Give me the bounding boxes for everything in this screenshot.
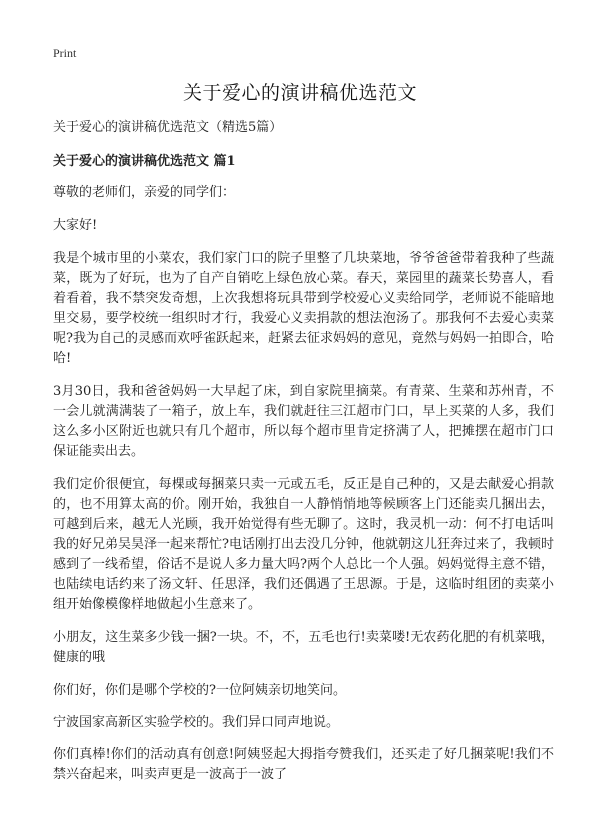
paragraph-3: 我们定价很便宜，每棵或每捆菜只卖一元或五毛，反正是自己种的，又是去献爱心捐款的，也不用算太高的价。刚开始，我独自一人静悄悄地等候顾客上门还能卖几捆出去，可越到后来，越无人光顾，我开始觉得有些无聊了。这时，我灵机一动：何不打电话叫我的好兄弟吴昊泽一起来帮忙?电话刚打出去没几分钟，他就朝这儿狂奔过来了，我顿时感到了一线希望，俗话不是说人多力量大吗?两个人总比一个人强。妈妈觉得主意不错，也陆续电话约来了汤文轩、任思泽，我们还偶遇了王思源。于是，这临时组团的卖菜小组开始像模像样地做起小生意来了。 <box>53 477 554 612</box>
article-body <box>53 118 554 798</box>
print-link[interactable]: Print <box>53 46 77 60</box>
paragraph-hello: 大家好! <box>53 218 98 233</box>
paragraph-2: 3月30日，我和爸爸妈妈一大早起了床，到自家院里摘菜。有青菜、生菜和苏州青，不一会儿就满满装了一箱子，放上车，我们就赶往三江超市门口，早上买菜的人多，我们这么多小区附近也就只有几个超市，所以每个超市里肯定挤满了人，把摊摆在超市门口保证能卖出去。 <box>53 384 554 459</box>
paragraph-7: 你们真棒!你们的活动真有创意!阿姨竖起大拇指夸赞我们，还买走了好几捆菜呢!我们不禁兴奋起来，叫卖声更是一波高于一波了 <box>53 747 554 782</box>
paragraph-5: 你们好，你们是哪个学校的?一位阿姨亲切地笑问。 <box>53 683 346 698</box>
section-heading: 关于爱心的演讲稿优选范文 篇1 <box>53 154 236 169</box>
article-subtitle: 关于爱心的演讲稿优选范文（精选5篇） <box>53 120 283 135</box>
paragraph-4: 小朋友，这生菜多少钱一捆?一块。不，不，五毛也行!卖菜喽!无农药化肥的有机菜哦，健康的哦 <box>53 630 554 665</box>
paragraph-6: 宁波国家高新区实验学校的。我们异口同声地说。 <box>53 715 340 730</box>
paragraph-greeting: 尊敬的老师们，亲爱的同学们： <box>53 185 236 200</box>
page-title: 关于爱心的演讲稿优选范文 <box>182 82 417 104</box>
paragraph-1: 我是个城市里的小菜农，我们家门口的院子里整了几块菜地，爷爷爸爸带着我种了些蔬菜，既为了好玩，也为了自产自销吃上绿色放心菜。春天，菜园里的蔬菜长势喜人，看着看着，我不禁突发奇想，上次我想将玩具带到学校爱心义卖给同学，老师说不能暗地里交易，要学校统一组织时才行，我爱心义卖捐款的想法泡汤了。那我何不去爱心卖菜呢?我为自己的灵感而欢呼雀跃起来，赶紧去征求妈妈的意见，竟然与妈妈一拍即合，哈哈! <box>53 251 554 366</box>
